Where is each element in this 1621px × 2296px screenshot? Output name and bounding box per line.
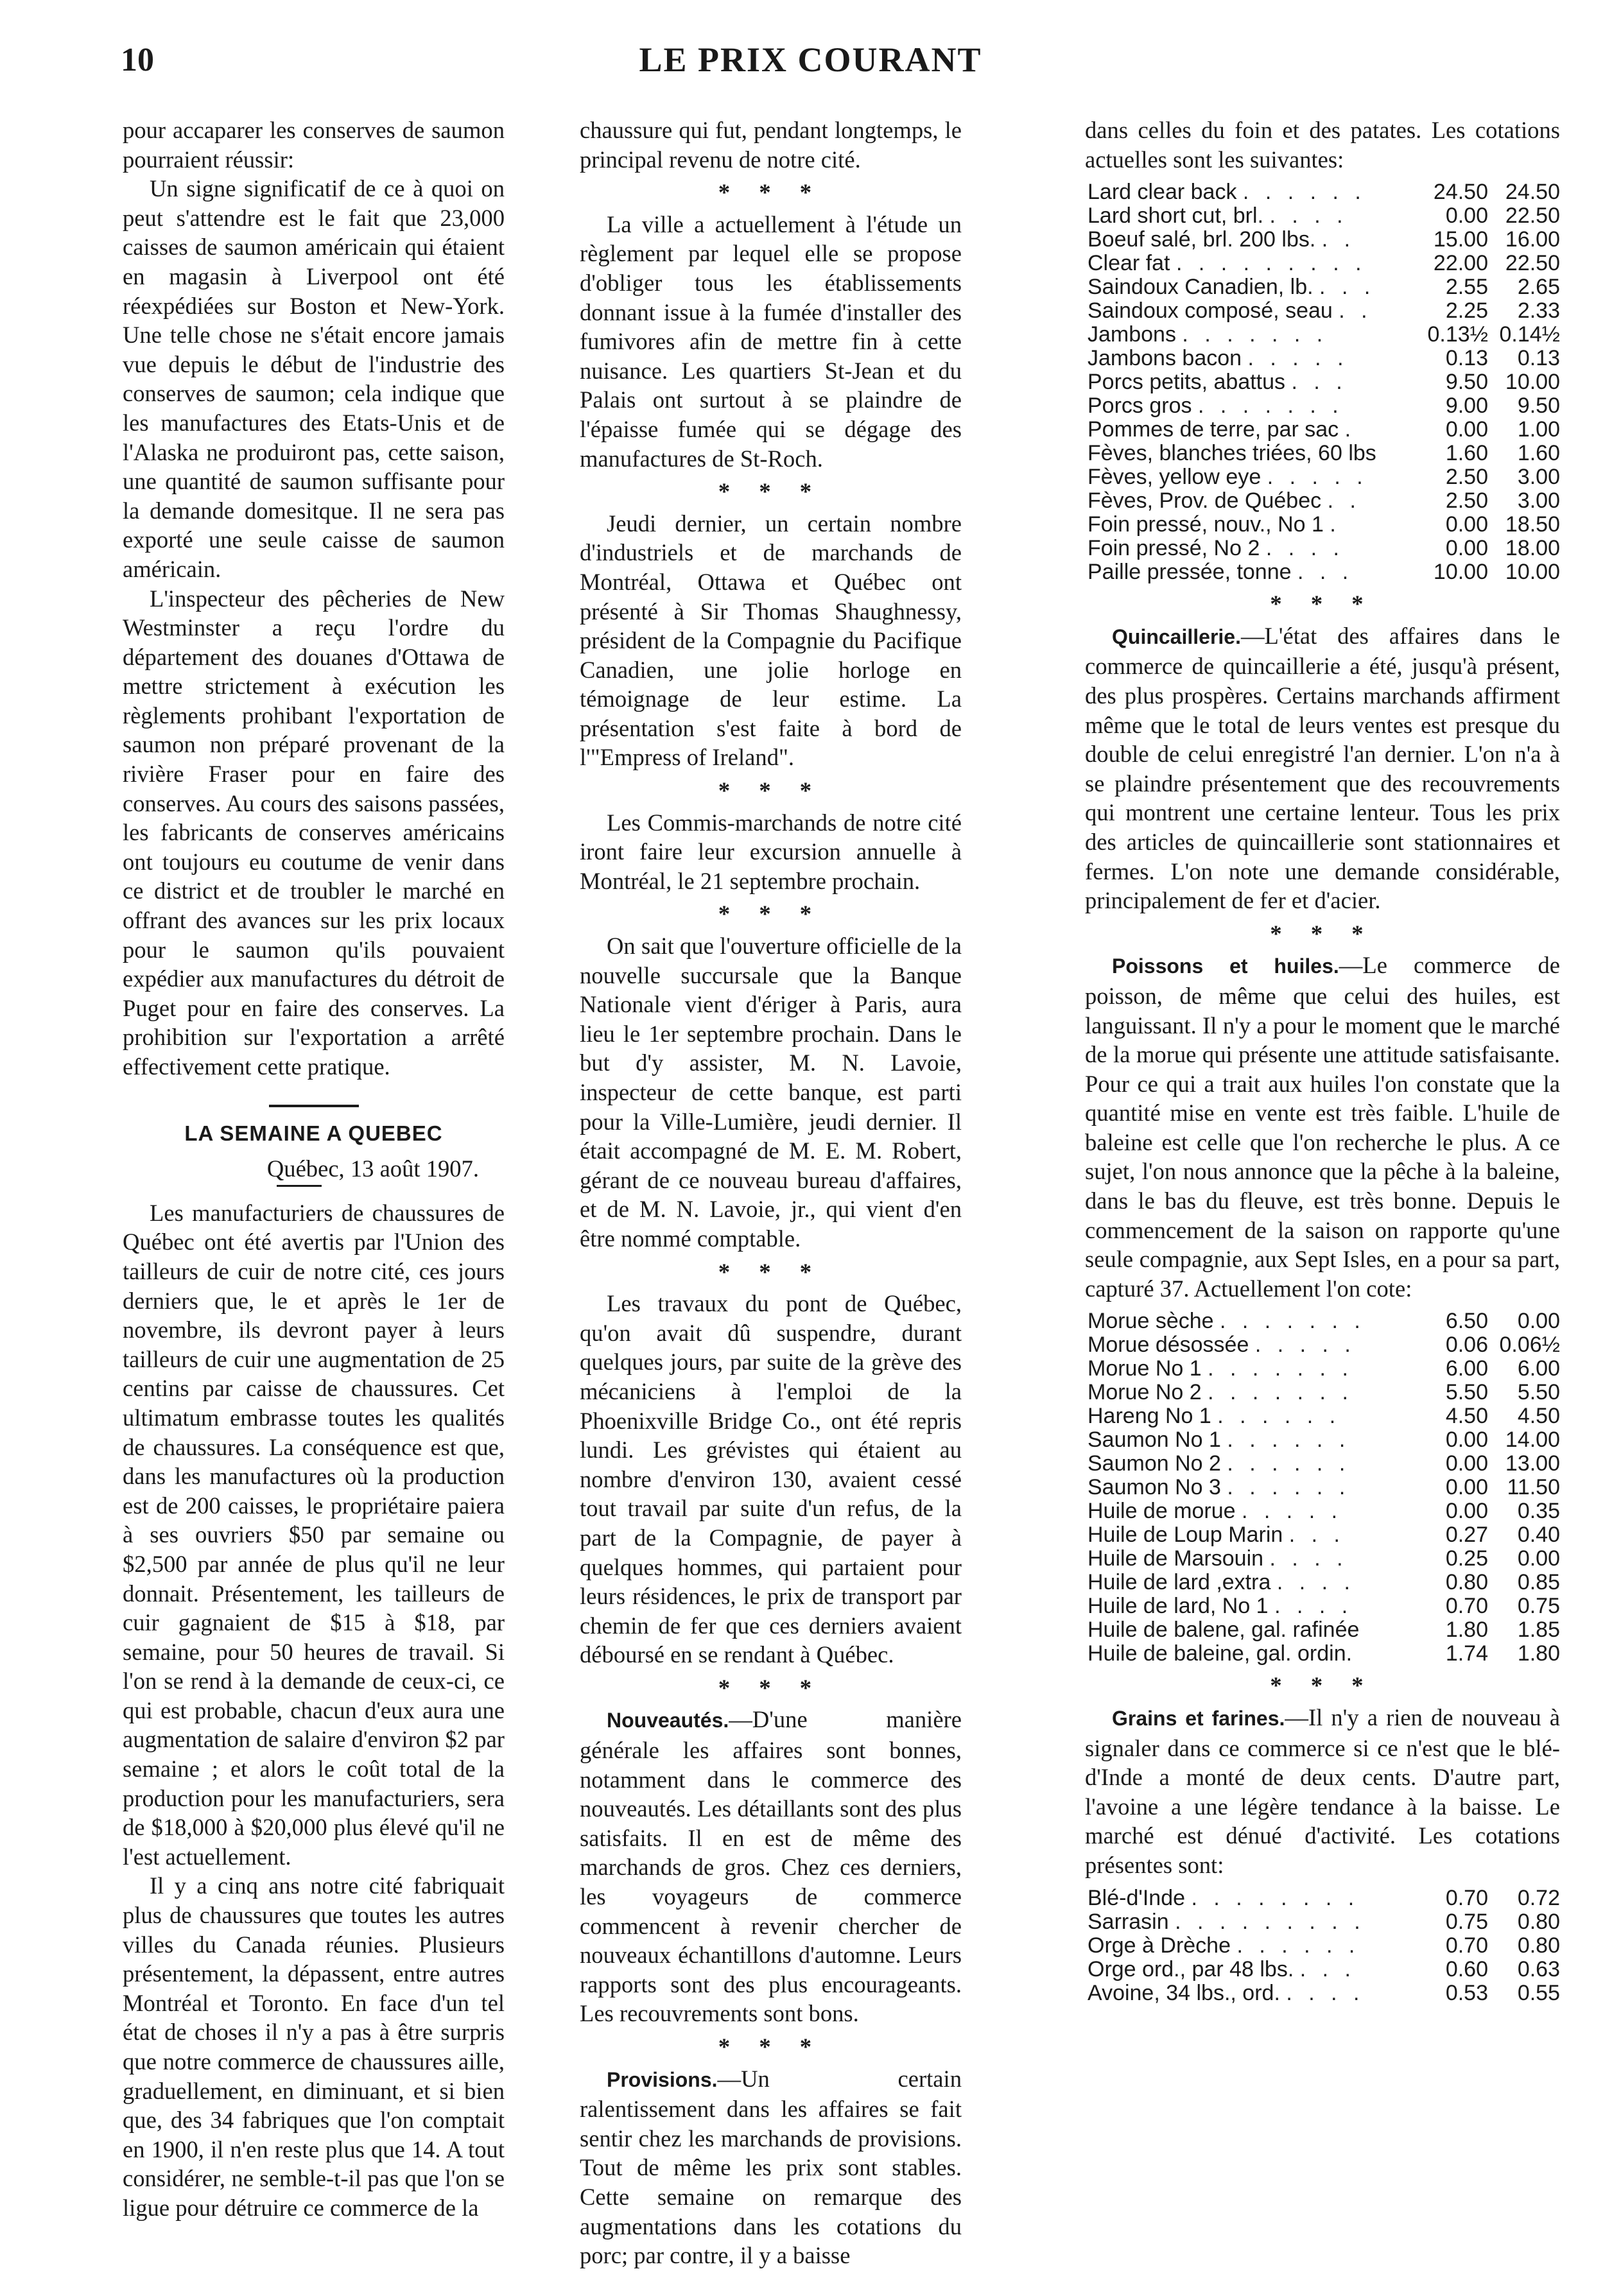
price-low: 0.00	[1445, 417, 1488, 442]
price-row	[1085, 1452, 1560, 1476]
price-high: 22.50	[1505, 251, 1560, 276]
price-row	[1085, 275, 1560, 299]
leader-dots: .	[1330, 512, 1341, 537]
price-low: 0.00	[1445, 1475, 1488, 1500]
dateline-divider	[277, 1185, 322, 1187]
price-label-cell	[1085, 418, 1416, 442]
price-row	[1085, 252, 1560, 275]
price-row	[1085, 347, 1560, 370]
price-high: 10.00	[1505, 560, 1560, 585]
leader-dots: . . . . .	[1242, 1499, 1343, 1524]
price-high: 18.00	[1505, 536, 1560, 561]
price-high: 2.65	[1517, 275, 1560, 300]
price-label: Huile de Marsouin	[1088, 1546, 1264, 1571]
price-high: 5.50	[1517, 1380, 1560, 1405]
section-text: —L'état des affaires dans le commerce de quincaillerie a été, jusqu'à présent, des plus prospères. Certains marchands affirment même que le total de leurs ventes est presque du double de celui enregistré l'an dernier. L'on n'a à se plaindre présentement que des recouvrements qui montrent une certaine lenteur. Tous les prix des articles de quincaillerie sont stationnaires et fermes. L'on note une demande considérable, principalement de fer et d'acier.	[1085, 622, 1560, 914]
price-row	[1085, 1571, 1560, 1594]
price-row	[1085, 1934, 1560, 1958]
section-lead: Quincaillerie.	[1112, 625, 1241, 648]
price-row	[1085, 418, 1560, 442]
price-row	[1085, 537, 1560, 560]
price-high: 22.50	[1505, 203, 1560, 229]
price-high: 18.50	[1505, 512, 1560, 537]
price-high: 0.80	[1517, 1909, 1560, 1934]
price-row	[1085, 323, 1560, 347]
price-low: 0.60	[1445, 1956, 1488, 1981]
grains-paragraph	[1085, 1703, 1560, 1880]
separator-stars: * * *	[1270, 591, 1375, 617]
price-row	[1085, 1523, 1560, 1547]
poissons-paragraph	[1085, 951, 1560, 1303]
price-label: Morue désossée	[1088, 1333, 1249, 1358]
price-high: 0.63	[1517, 1956, 1560, 1981]
price-label-cell	[1085, 1981, 1416, 2005]
price-high: 24.50	[1505, 180, 1560, 205]
section-lead: Poissons et huiles.	[1112, 954, 1339, 978]
leader-dots: . . . . . . .	[1208, 1356, 1353, 1381]
price-label: Saumon No 3	[1088, 1475, 1221, 1500]
price-low: 1.60	[1445, 441, 1488, 466]
article-paragraph: Un signe significatif de ce à quoi on peut s'attendre est le fait que 23,000 caisses de saumon américain qui étaient en magasin à Liverpool ont été réexpédiées sur Boston et New-York. Une telle chose ne s'était encore jamais vue depuis le début de l'industrie des conserves de saumon; cela indique que les manufactures des Etats-Unis et de l'Alaska ne produiront pas, cette saison, une quantité de saumon suffisante pour la demande domesitque. Il ne sera pas exporté une seule caisse de saumon américain.	[123, 175, 505, 582]
price-high: 16.00	[1505, 227, 1560, 252]
leader-dots: . . . . . .	[1227, 1475, 1351, 1500]
price-low: 6.50	[1445, 1309, 1488, 1334]
price-label: Clear fat	[1088, 251, 1170, 276]
price-row	[1085, 1309, 1560, 1333]
leader-dots: . . .	[1297, 560, 1354, 585]
leader-dots: . . . .	[1265, 536, 1344, 561]
price-label: Sarrasin	[1088, 1909, 1169, 1934]
price-label-cell	[1085, 1594, 1416, 1618]
leader-dots: . . . .	[1269, 1546, 1348, 1571]
price-label: Fèves, blanches triées, 60 lbs	[1088, 441, 1376, 466]
price-label: Saumon No 2	[1088, 1451, 1221, 1476]
price-high: 0.00	[1517, 1309, 1560, 1334]
leader-dots: . . .	[1299, 1956, 1356, 1981]
quincaillerie-paragraph	[1085, 621, 1560, 915]
price-low: 2.50	[1445, 488, 1488, 514]
leader-dots: . . . . .	[1254, 1333, 1356, 1358]
price-label: Morue No 2	[1088, 1380, 1202, 1405]
section-text: —Un certain ralentissement dans les affaires se fait sentir chez les marchands de provisions. Tout de même les prix sont stables. Cette semaine on remarque des augmentations dans les cotations du porc; par contre, il y a baisse	[580, 2065, 962, 2269]
price-row	[1085, 394, 1560, 418]
price-low: 0.27	[1445, 1523, 1488, 1548]
section-lead: Nouveautés.	[607, 1709, 729, 1732]
price-high: 13.00	[1505, 1451, 1560, 1476]
price-high: 1.00	[1517, 417, 1560, 442]
price-label: Foin pressé, nouv., No 1	[1088, 512, 1324, 537]
price-low: 0.75	[1445, 1909, 1488, 1934]
article-paragraph: Jeudi dernier, un certain nombre d'industriels et de marchands de Montréal, Ottawa et Québec ont présenté à Sir Thomas Shaughnessy, président de la Compagnie du Pacifique Canadien, une jolie horloge en témoignage de leur estime. La présentation s'est faite à bord de l'"Empress of Ireland".	[580, 510, 962, 771]
article-paragraph: chaussure qui fut, pendant longtemps, le principal revenu de notre cité.	[580, 117, 962, 173]
price-low: 0.00	[1445, 1451, 1488, 1476]
price-label-cell	[1085, 252, 1416, 275]
leader-dots: . . .	[1319, 275, 1376, 300]
price-low: 9.50	[1445, 370, 1488, 395]
price-row	[1085, 204, 1560, 228]
price-high: 0.55	[1517, 1980, 1560, 2005]
grains-price-table	[1085, 1886, 1560, 2005]
price-label-cell	[1085, 1618, 1416, 1642]
price-high: 0.72	[1517, 1885, 1560, 1910]
price-label-cell	[1085, 1499, 1416, 1523]
price-row	[1085, 1404, 1560, 1428]
price-row	[1085, 1499, 1560, 1523]
price-label: Huile de lard ,extra	[1088, 1570, 1271, 1595]
price-label: Lard short cut, brl.	[1088, 203, 1264, 229]
price-label-cell	[1085, 442, 1416, 465]
price-row	[1085, 1981, 1560, 2005]
leader-dots: . . . . . . .	[1197, 393, 1344, 419]
price-low: 1.80	[1445, 1618, 1488, 1643]
price-label-cell	[1085, 1934, 1416, 1958]
page-number: 10	[121, 42, 154, 78]
price-high: 3.00	[1517, 465, 1560, 490]
price-label-cell	[1085, 394, 1416, 418]
price-label: Morue No 1	[1088, 1356, 1202, 1381]
leader-dots: . .	[1339, 298, 1373, 324]
price-row	[1085, 1547, 1560, 1571]
price-row	[1085, 370, 1560, 394]
column-2	[580, 116, 962, 2270]
price-label-cell	[1085, 465, 1416, 489]
section-text: —Il n'y a rien de nouveau à signaler dans ce commerce si ce n'est que le blé-d'Inde a monté de deux cents. D'autre part, l'avoine a une légère tendance à la baisse. Le marché est dénué d'activité. Les cotations présentes sont:	[1085, 1704, 1560, 1878]
price-low: 2.50	[1445, 465, 1488, 490]
price-low: 0.00	[1445, 512, 1488, 537]
price-label-cell	[1085, 1886, 1416, 1910]
price-label-cell	[1085, 1381, 1416, 1404]
provisions-paragraph	[580, 2064, 962, 2270]
article-paragraph: Il y a cinq ans notre cité fabriquait plus de chaussures que toutes les autres villes du Canada réunies. Plusieurs présentement, la dépassent, entre autres Montréal et Toronto. En face d'un tel état de choses il n'y a pas à être surpris que notre commerce de chaussures aille, graduellement, en diminuant, et si bien que, des 34 fabriques que l'on comptait en 1900, il n'en reste plus que 14. A tout considérer, ne semble-t-il pas que l'on se ligue pour détruire ce commerce de la	[123, 1872, 505, 2221]
price-label-cell	[1085, 1309, 1416, 1333]
section-divider	[269, 1105, 359, 1107]
price-label-cell	[1085, 1333, 1416, 1357]
price-low: 0.53	[1445, 1980, 1488, 2005]
price-row	[1085, 1910, 1560, 1934]
price-label-cell	[1085, 228, 1416, 252]
price-low: 24.50	[1433, 180, 1488, 205]
article-paragraph: dans celles du foin et des patates. Les cotations actuelles sont les suivantes:	[1085, 117, 1560, 173]
price-label-cell	[1085, 347, 1416, 370]
price-label-cell	[1085, 560, 1416, 584]
price-label-cell	[1085, 180, 1416, 204]
price-low: 0.70	[1445, 1885, 1488, 1910]
price-label-cell	[1085, 275, 1416, 299]
leader-dots: . .	[1321, 227, 1356, 252]
price-low: 5.50	[1445, 1380, 1488, 1405]
price-high: 9.50	[1517, 393, 1560, 419]
leader-dots: . . . .	[1286, 1980, 1365, 2005]
price-row	[1085, 1428, 1560, 1452]
price-low: 0.00	[1445, 203, 1488, 229]
leader-dots: . . . . . . .	[1182, 322, 1328, 347]
separator-stars: * * *	[718, 2033, 824, 2060]
page-title: LE PRIX COURANT	[639, 40, 982, 79]
price-label: Fèves, Prov. de Québec	[1088, 488, 1322, 514]
price-low: 0.70	[1445, 1594, 1488, 1619]
price-low: 9.00	[1445, 393, 1488, 419]
article-paragraph: pour accaparer les conserves de saumon pourraient réussir:	[123, 117, 505, 173]
leader-dots: .	[1344, 417, 1357, 442]
section-lead: Provisions.	[607, 2067, 718, 2091]
price-row	[1085, 1381, 1560, 1404]
section-lead: Grains et farines.	[1112, 1707, 1285, 1731]
price-label-cell	[1085, 513, 1416, 537]
leader-dots: . . . . . . .	[1208, 1380, 1353, 1405]
article-paragraph: La ville a actuellement à l'étude un règlement par lequel elle se propose d'obliger tous les établissements donnant issue à la fumée d'installer des fumivores afin de mettre fin à cette nuisance. Les quartiers St-Jean et du Palais ont surtout à se plaindre de l'épaisse fumée qui se dégage des manufactures de St-Roch.	[580, 211, 962, 472]
price-label: Huile de baleine, gal. ordin.	[1088, 1641, 1353, 1666]
separator-stars: * * *	[1270, 920, 1375, 947]
price-low: 0.13	[1445, 346, 1488, 371]
article-paragraph: Les manufacturiers de chaussures de Québec ont été avertis par l'Union des tailleurs de cuir de notre cité, ces jours derniers que, le et après le 1er de novembre, ils devront payer à leurs tailleurs de cuir une augmentation de 25 centins par caisse de chaussures. Cet ultimatum embrasse toutes les qualités de chaussures. La conséquence est que, dans les manufactures où la production est de 200 caisses, le propriétaire paiera à ses ouvriers $50 par semaine ou $2,500 par année de plus qu'il ne leur donnait. Présentement, les tailleurs de cuir gagnaient de $15 à $18, par semaine, pour 50 heures de travail. Si l'on se rend à la demande de ceux-ci, ce qui est probable, chacun d'eux aura une augmentation de salaire d'environ $2 par semaine ; et alors le coût total de la production pour les manufacturiers, sera de $18,000 à $20,000 plus élevé qu'il ne l'est actuellement.	[123, 1199, 505, 1870]
price-low: 0.00	[1445, 536, 1488, 561]
price-label-cell	[1085, 1958, 1416, 1981]
price-low: 22.00	[1433, 251, 1488, 276]
article-paragraph: L'inspecteur des pêcheries de New Westminster a reçu l'ordre du département des douanes d'Ottawa de mettre strictement à exécution les règlements prohibant l'exportation de saumon non préparé provenant de la rivière Fraser pour en faire des conserves. Au cours des saisons passées, les fabricants de conserves américains ont toujours eu coutume de venir dans ce district et de troubler le marché en offrant des avances sur les prix locaux pour le saumon qu'ils pouvaient expédier aux manufactures du détroit de Puget pour en faire des conserves. La prohibition sur l'exportation a arrêté effectivement cette pratique.	[123, 585, 505, 1080]
price-low: 0.70	[1445, 1933, 1488, 1958]
price-row	[1085, 180, 1560, 204]
price-high: 0.75	[1517, 1594, 1560, 1619]
column-3	[1085, 116, 1560, 2010]
price-low: 15.00	[1433, 227, 1488, 252]
price-label-cell	[1085, 537, 1416, 560]
price-row	[1085, 1333, 1560, 1357]
separator-stars: * * *	[718, 179, 824, 206]
price-label-cell	[1085, 1428, 1416, 1452]
price-high: 0.35	[1517, 1499, 1560, 1524]
price-label: Pommes de terre, par sac	[1088, 417, 1339, 442]
price-row	[1085, 513, 1560, 537]
price-high: 0.13	[1517, 346, 1560, 371]
price-high: 10.00	[1505, 370, 1560, 395]
price-label-cell	[1085, 489, 1416, 513]
price-label: Lard clear back	[1088, 180, 1237, 205]
leader-dots: . . . . . . .	[1220, 1309, 1365, 1334]
price-high: 0.85	[1517, 1570, 1560, 1595]
price-low: 0.13½	[1427, 322, 1488, 347]
price-label-cell	[1085, 1357, 1416, 1381]
separator-stars: * * *	[718, 1674, 824, 1701]
price-row	[1085, 1958, 1560, 1981]
nouveautes-paragraph	[580, 1705, 962, 2028]
price-row	[1085, 489, 1560, 513]
price-label-cell	[1085, 1452, 1416, 1476]
leader-dots: . . . .	[1269, 203, 1348, 229]
price-row	[1085, 1476, 1560, 1499]
price-label: Fèves, yellow eye	[1088, 465, 1261, 490]
leader-dots: . . . .	[1276, 1570, 1355, 1595]
price-high: 4.50	[1517, 1404, 1560, 1429]
price-row	[1085, 1886, 1560, 1910]
article-paragraph: Les Commis-marchands de notre cité iront faire leur excursion annuelle à Montréal, le 21 septembre prochain.	[580, 809, 962, 894]
price-row	[1085, 442, 1560, 465]
price-row	[1085, 1618, 1560, 1642]
leader-dots: . . . . .	[1247, 346, 1349, 371]
price-row	[1085, 299, 1560, 323]
leader-dots: . . . . . . . .	[1191, 1885, 1360, 1910]
section-text: —D'une manière générale les affaires sont bonnes, notamment dans le commerce des nouveautés. Les détaillants sont des plus satisfaits. Il en est de même des marchands de gros. Chez ces derniers, les voyageurs de commerce commencent à revenir chercher de nouveaux échantillons d'automne. Leurs rapports sont des plus encourageants. Les recouvrements sont bons.	[580, 1706, 962, 2027]
leader-dots: . . . . . .	[1227, 1451, 1351, 1476]
separator-stars: * * *	[718, 478, 824, 505]
price-high: 1.60	[1517, 441, 1560, 466]
price-label: Orge ord., par 48 lbs.	[1088, 1956, 1294, 1981]
price-low: 0.06	[1445, 1333, 1488, 1358]
price-row	[1085, 1642, 1560, 1666]
price-low: 4.50	[1445, 1404, 1488, 1429]
price-row	[1085, 465, 1560, 489]
price-row	[1085, 1594, 1560, 1618]
leader-dots: . . . .	[1274, 1594, 1353, 1619]
price-label: Paille pressée, tonne	[1088, 560, 1292, 585]
price-low: 2.55	[1445, 275, 1488, 300]
price-label-cell	[1085, 1404, 1416, 1428]
price-low: 2.25	[1445, 298, 1488, 324]
price-label: Hareng No 1	[1088, 1404, 1211, 1429]
price-label-cell	[1085, 370, 1416, 394]
price-label: Huile de Loup Marin	[1088, 1523, 1283, 1548]
price-high: 1.85	[1517, 1618, 1560, 1643]
column-1	[123, 116, 505, 2223]
price-low: 6.00	[1445, 1356, 1488, 1381]
price-label-cell	[1085, 1523, 1416, 1547]
leader-dots: . . . . . .	[1242, 180, 1366, 205]
price-high: 6.00	[1517, 1356, 1560, 1381]
price-label-cell	[1085, 1476, 1416, 1499]
leader-dots: . .	[1327, 488, 1361, 514]
price-high: 1.80	[1517, 1641, 1560, 1666]
article-paragraph: On sait que l'ouverture officielle de la nouvelle succursale que la Banque Nationale vient d'ériger à Paris, aura lieu le 1er septembre prochain. Dans le but d'y assister, M. N. Lavoie, inspecteur de cette banque, est parti pour la Ville-Lumière, jeudi dernier. Il était accompagné de M. E. M. Robert, gérant de ce nouveau bureau d'affaires, et de M. N. Lavoie, jr., qui vient d'en être nommé comptable.	[580, 933, 962, 1252]
dateline: Québec, 13 août 1907.	[266, 1155, 479, 1182]
price-label: Jambons	[1088, 322, 1176, 347]
section-text: —Le commerce de poisson, de même que celui des huiles, est languissant. Il n'y a pour le moment que le marché de la morue qui présente une attitude satisfaisante. Pour ce qui a trait aux huiles l'on constate que la quantité mise en vente est très faible. L'huile de baleine est celle que l'on recherche le plus. A ce sujet, l'on nous annonce que la pêche à la baleine, dans le bas du fleuve, est très bonne. Depuis le commencement de la saison on rapporte qu'une seule compagnie, aux Sept Isles, en a pour sa part, capturé 37. Actuellement l'on cote:	[1085, 952, 1560, 1302]
price-high: 3.00	[1517, 488, 1560, 514]
price-row	[1085, 228, 1560, 252]
price-row	[1085, 1357, 1560, 1381]
price-low: 0.80	[1445, 1570, 1488, 1595]
separator-stars: * * *	[718, 1258, 824, 1285]
price-low: 1.74	[1445, 1641, 1488, 1666]
leader-dots: . . .	[1288, 1523, 1345, 1548]
price-high: 0.00	[1517, 1546, 1560, 1571]
price-low: 0.25	[1445, 1546, 1488, 1571]
separator-stars: * * *	[1270, 1672, 1375, 1699]
separator-stars: * * *	[718, 901, 824, 928]
price-high: 11.50	[1507, 1475, 1560, 1500]
leader-dots: . . . . . .	[1236, 1933, 1360, 1958]
price-label-cell	[1085, 1910, 1416, 1934]
separator-stars: * * *	[718, 777, 824, 804]
price-high: 0.40	[1517, 1523, 1560, 1548]
price-label: Boeuf salé, brl. 200 lbs.	[1088, 227, 1316, 252]
section-heading: LA SEMAINE A QUEBEC	[184, 1121, 443, 1145]
price-label-cell	[1085, 1642, 1416, 1666]
price-low: 0.00	[1445, 1499, 1488, 1524]
price-low: 10.00	[1433, 560, 1488, 585]
price-label-cell	[1085, 1571, 1416, 1594]
price-label: Morue sèche	[1088, 1309, 1214, 1334]
leader-dots: . . . . .	[1267, 465, 1368, 490]
leader-dots: . . . . . .	[1227, 1428, 1351, 1453]
price-row	[1085, 560, 1560, 584]
price-label: Saindoux composé, seau	[1088, 298, 1333, 324]
price-label-cell	[1085, 204, 1416, 228]
price-label: Saumon No 1	[1088, 1428, 1221, 1453]
price-label-cell	[1085, 299, 1416, 323]
price-label: Porcs gros	[1088, 393, 1192, 419]
price-label: Huile de lard, No 1	[1088, 1594, 1269, 1619]
price-high: 0.06½	[1499, 1333, 1560, 1358]
price-label: Saindoux Canadien, lb.	[1088, 275, 1313, 300]
price-high: 2.33	[1517, 298, 1560, 324]
price-label: Huile de morue	[1088, 1499, 1236, 1524]
price-label: Orge à Drèche	[1088, 1933, 1231, 1958]
price-label: Foin pressé, No 2	[1088, 536, 1260, 561]
article-paragraph: Les travaux du pont de Québec, qu'on avait dû suspendre, durant quelques jours, par suite de la grève des mécaniciens à l'emploi de la Phoenixville Bridge Co., ont été repris lundi. Les grévistes qui étaient au nombre d'environ 130, avaient cessé tout travail par suite d'un refus, de la part de la Compagnie, de payer à quelques hommes, qui partaient pour leurs résidences, le prix de transport par chemin de fer que ces derniers avaient déboursé en se rendant à Québec.	[580, 1290, 962, 1668]
fish-price-table	[1085, 1309, 1560, 1666]
price-label: Blé-d'Inde	[1088, 1885, 1186, 1910]
price-high: 0.80	[1517, 1933, 1560, 1958]
price-low: 0.00	[1445, 1428, 1488, 1453]
price-label: Porcs petits, abattus	[1088, 370, 1286, 395]
leader-dots: . . . . . . . . .	[1175, 251, 1367, 276]
price-label-cell	[1085, 1547, 1416, 1571]
price-label: Jambons bacon	[1088, 346, 1242, 371]
price-label-cell	[1085, 323, 1416, 347]
provisions-price-table	[1085, 180, 1560, 584]
price-high: 0.14½	[1499, 322, 1560, 347]
price-label: Avoine, 34 lbs., ord.	[1088, 1980, 1280, 2005]
price-label: Huile de balene, gal. rafinée	[1088, 1618, 1360, 1643]
leader-dots: . . . . . .	[1217, 1404, 1341, 1429]
leader-dots: . . .	[1291, 370, 1348, 395]
price-high: 14.00	[1505, 1428, 1560, 1453]
leader-dots: . . . . . . . . .	[1175, 1909, 1365, 1934]
